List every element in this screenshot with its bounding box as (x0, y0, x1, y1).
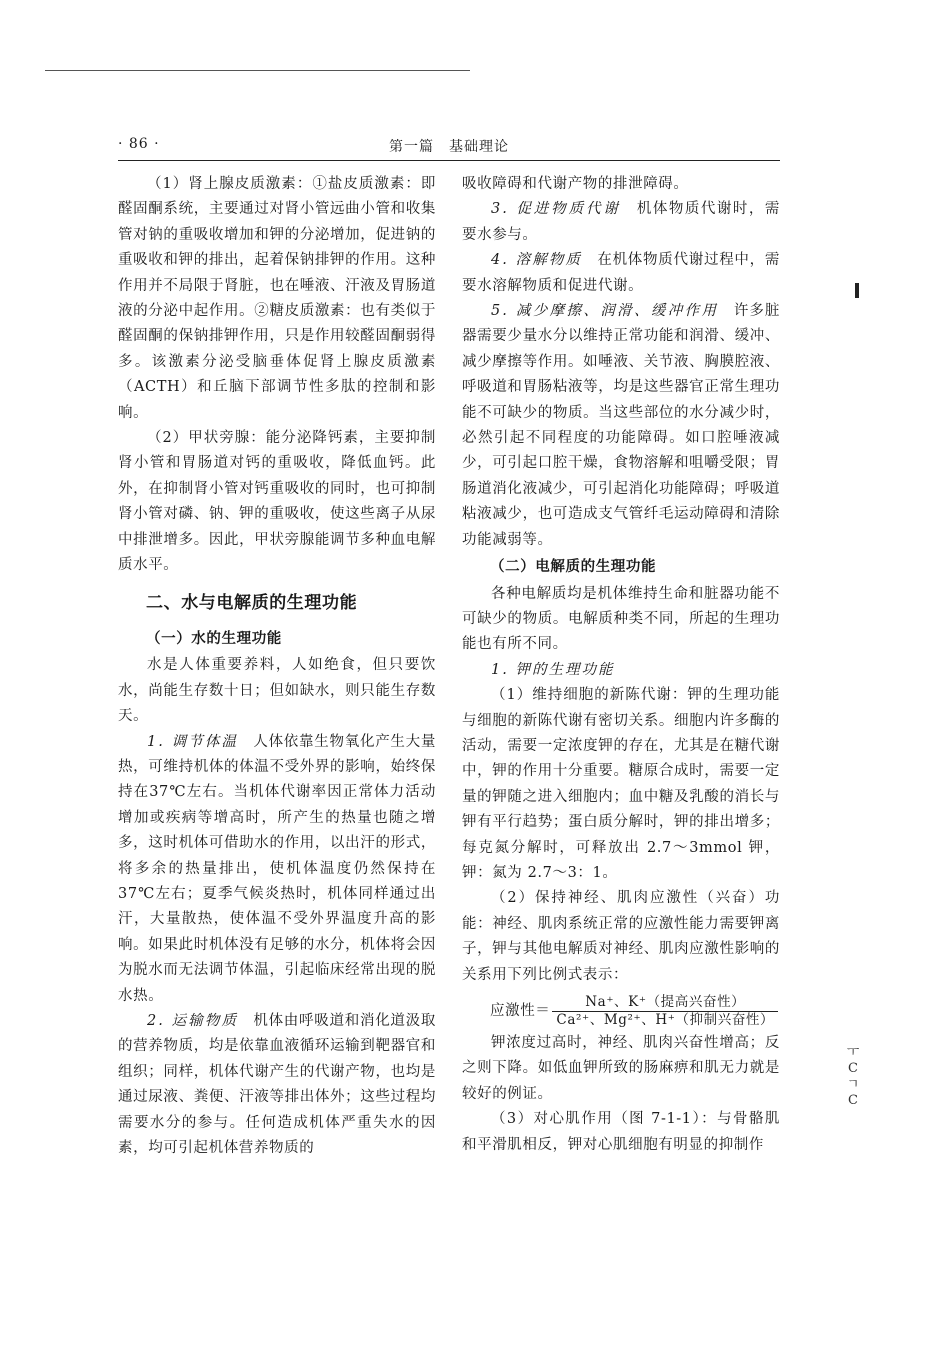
item-text-lubrication: 许多脏器需要少量水分以维持正常功能和润滑、缓冲、减少摩擦等作用。如唾液、关节液、胸膜腔液、呼吸道和胃肠粘液等，均是这些器官正常生理功能不可缺少的物质。当这些部位的水分减少时，必然引起不同程度的功能障碍。如口腔唾液减少，可引起口腔干燥，食物溶解和咀嚼受限；胃肠道消化液减少，可引起消化功能障碍；呼吸道粘液减少，也可造成支气管纤毛运动障碍和清除功能减弱等。 (462, 303, 780, 548)
paragraph-dissolve (462, 248, 780, 299)
formula-denominator: Ca²⁺、Mg²⁺、H⁺（抑制兴奋性） (556, 1012, 775, 1028)
scan-edge-line (45, 70, 470, 71)
margin-glyph: C (848, 1061, 858, 1076)
paragraph-potassium-effect: 钾浓度过高时，神经、肌肉兴奋性增高；反之则下降。如低血钾所致的肠麻痹和肌无力就是较好的例证。 (462, 1035, 780, 1102)
formula-numerator: Na⁺、K⁺（提高兴奋性） (585, 994, 746, 1010)
paragraph-cell-metabolism: （1）维持细胞的新陈代谢：钾的生理功能与细胞的新陈代谢有密切关系。细胞内许多酶的活动，需要一定浓度钾的存在，尤其是在糖代谢中，钾的作用十分重要。糖原合成时，需要一定量的钾随之进入细胞内；血中糖及乳酸的消长与钾有平行趋势；蛋白质分解时，钾的排出增多；每克氮分解时，可释放出 2.7～3mmol 钾，钾：氮为 2.7～3：1。 (462, 687, 780, 881)
paragraph-transport (118, 1009, 436, 1161)
margin-scan-glyphs (843, 1045, 863, 1109)
formula-lhs: 应激性＝ (490, 1002, 551, 1019)
excitability-formula (490, 994, 780, 1029)
page-header (118, 136, 780, 160)
item-label-dissolve: 4. 溶解物质 (491, 252, 583, 269)
margin-glyph: C (848, 1093, 858, 1108)
running-title: 第一篇 基础理论 (389, 139, 509, 155)
paragraph-excitability: （2）保持神经、肌肉应激性（兴奋）功能：神经、肌肉系统正常的应激性能力需要钾离子，钾与其他电解质对神经、肌肉应激性影响的关系用下列比例式表示： (462, 890, 780, 983)
paragraph-electrolytes-intro: 各种电解质均是机体维持生命和脏器功能不可缺少的物质。电解质种类不同，所起的生理功能也有所不同。 (462, 585, 780, 653)
paragraph-continuation: 吸收障碍和代谢产物的排泄障碍。 (462, 176, 689, 192)
paragraph-parathyroid: （2）甲状旁腺：能分泌降钙素，主要抑制肾小管和胃肠道对钙的重吸收，降低血钙。此外，在抑制肾小管对钙重吸收的同时，也可抑制肾小管对磷、钠、钾的重吸收，使这些离子从尿中排泄增多。因此，甲状旁腺能调节多种血电解质水平。 (118, 430, 436, 574)
formula-fraction (552, 994, 778, 1029)
paragraph-body-temperature (118, 730, 436, 1009)
page-number: · 86 · (118, 136, 160, 152)
item-text-metabolism: 机体物质代谢时，需要水参与。 (462, 201, 780, 243)
paragraph-lubrication (462, 299, 780, 553)
header-rule (118, 160, 780, 161)
subsection-heading-electrolytes: （二）电解质的生理功能 (490, 559, 657, 576)
paragraph-potassium-heading (462, 658, 780, 683)
item-label-transport: 2. 运输物质 (147, 1013, 239, 1029)
item-text-dissolve: 在机体物质代谢过程中，需要水溶解物质和促进代谢。 (462, 252, 780, 294)
margin-tick-mark (855, 283, 859, 298)
item-label-lubrication: 5. 减少摩擦、润滑、缓冲作用 (491, 303, 719, 320)
item-label-temperature: 1. 调节体温 (147, 733, 239, 750)
paragraph-adrenal-cortex: （1）肾上腺皮质激素：①盐皮质激素：即醛固酮系统，主要通过对肾小管远曲小管和收集管对钠的重吸收增加和钾的分泌增加，促进钠的重吸收和钾的排出，起着保钠排钾的作用。这种作用并不局限于肾脏，也在唾液、汗液及胃肠道液的分泌中起作用。②糖皮质激素：也有类似于醛固酮的保钠排钾作用，只是作用较醛固酮弱得多。该激素分泌受脑垂体促肾上腺皮质激素（ACTH）和丘脑下部调节性多肽的控制和影响。 (118, 176, 436, 421)
item-label-metabolism: 3. 促进物质代谢 (491, 201, 621, 218)
left-column (118, 172, 436, 1161)
paragraph-water-intro: 水是人体重要养料，人如绝食，但只要饮水，尚能生存数十日；但如缺水，则只能生存数天。 (118, 657, 436, 725)
section-heading: 二、水与电解质的生理功能 (146, 592, 358, 613)
item-text-transport: 机体由呼吸道和消化道汲取的营养物质，均是依靠血液循环运输到靶器官和组织；同样，机体代谢产生的代谢产物，也均是通过尿液、粪便、汗液等排出体外；这些过程均需要水分的参与。任何造成机体严重失水的因素，均可引起机体营养物质的 (118, 1013, 436, 1157)
margin-glyph: ㄱ (846, 1077, 860, 1092)
subsection-heading-water: （一）水的生理功能 (146, 630, 282, 647)
right-column (462, 172, 780, 1158)
paragraph-metabolism (462, 197, 780, 248)
margin-glyph: ㅜ (846, 1045, 860, 1060)
paragraph-cardiac: （3）对心肌作用（图 7-1-1）：与骨骼肌和平滑肌相反，钾对心肌细胞有明显的抑制作 (462, 1111, 780, 1153)
item-text-temperature: 人体依靠生物氧化产生大量热，可维持机体的体温不受外界的影响，始终保持在37℃左右。当机体代谢率因正常体力活动增加或疾病等增高时，所产生的热量也随之增多，这时机体可借助水的作用，以出汗的形式，将多余的热量排出，使机体温度仍然保持在37℃左右；夏季气候炎热时，机体同样通过出汗，大量散热，使体温不受外界温度升高的影响。如果此时机体没有足够的水分，机体将会因为脱水而无法调节体温，引起临床经常出现的脱水热。 (118, 733, 436, 1004)
item-label-potassium: 1. 钾的生理功能 (491, 661, 615, 678)
